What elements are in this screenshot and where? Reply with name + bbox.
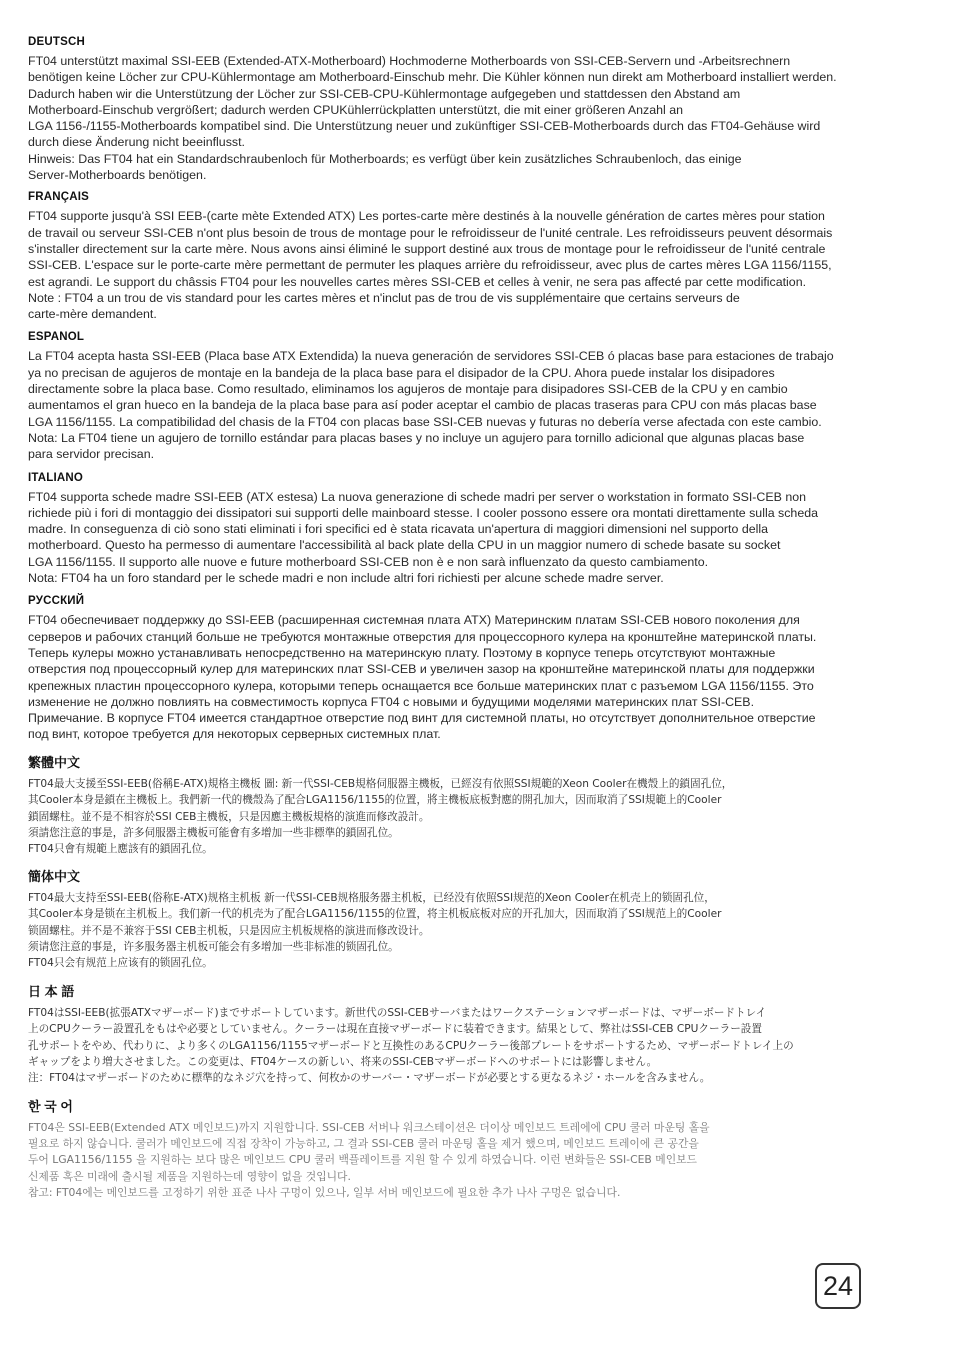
text-line: para servidor precisan.	[28, 447, 155, 462]
text-line: серверов и рабочих станций больше не требуются монтажные отверстия для процессорного кулера на кронштейне материнской платы.	[28, 629, 817, 644]
page-number-box: 24	[815, 1263, 861, 1309]
text-line: LGA 1156/1155. Il supporto alle nuove e future motherboard SSI-CEB non è e non sarà influenzato da questo cambiamento.	[28, 554, 709, 569]
text-line: 필요로 하지 않습니다. 쿨러가 메인보드에 직접 장착이 가능하고, 그 결과 SSI-CEB 쿨러 마운팅 홀을 제거 했으며, 메인보드 트레이에 큰 공간을	[28, 1137, 699, 1151]
section-body	[28, 612, 920, 742]
text-line: Nota: La FT04 tiene un agujero de tornillo estándar para placas bases y no incluye un agujero para tornillo adicional que algunas placas base	[28, 430, 805, 445]
text-line: aumentamos el gran hueco en la bandeja de la placa base para así poder aceptar el cambio de placas traseras para CPU con más placas base	[28, 398, 817, 413]
text-line: de travail ou serveur SSI-CEB n'ont plus besoin de trous de montage pour le refroidisseur de l'unité centrale. Les refroidisseurs peuvent désormais	[28, 225, 833, 240]
text-line: изменение не должно повлиять на совместимость корпуса FT04 с новыми и будущими моделями материнских плат SSI-CEB.	[28, 694, 755, 709]
section-heading: РУССКИЙ	[28, 595, 85, 608]
text-line: Note : FT04 a un trou de vis standard pour les cartes mères et n'inclut pas de trou de vis supplémentaire que certains serveurs de	[28, 290, 740, 305]
text-line: richiede più i fori di montaggio dei dissipatori sui supporti delle mainboard stesse. I cooler possono essere ora montati direttamente sulla scheda	[28, 505, 818, 520]
section-traditional-chinese	[28, 752, 920, 858]
text-line: Motherboard-Einschub vergrößert; dadurch werden CPUKühlerrückplatten unterstützt, die mit einer größeren Anzahl an	[28, 102, 683, 117]
section-body	[28, 489, 920, 587]
text-line: Теперь кулеры можно устанавливать непосредственно на материнскую плату. Поэтому в корпусе теперь отсутствуют монтажные	[28, 645, 776, 660]
text-line: LGA 1156-/1155-Motherboards kompatibel sind. Die Unterstützung neuer und zukünftiger SSI-CEB-Motherboards durch das FT04-Gehäuse wird	[28, 119, 821, 134]
section-heading: ITALIANO	[28, 471, 84, 484]
text-line: 其Cooler本身是鎖在主機板上。我們新一代的機殼為了配合LGA1156/1155的位置，將主機板底板對應的開孔加大，因而取消了SSI規範上的Cooler	[28, 794, 722, 807]
text-line: FT04最大支援至SSI-EEB(俗稱E-ATX)規格主機板 圖: 新一代SSI-CEB規格伺服器主機板，已經沒有依照SSI規範的Xeon Cooler在機殼上的鎖固孔位，	[28, 777, 733, 790]
text-line: 须请您注意的事是，许多服务器主机板可能会有多增加一些非标准的锁固孔位。	[28, 940, 399, 953]
section-japanese	[28, 981, 920, 1087]
text-line: FT04最大支持至SSI-EEB(俗称E-ATX)规格主机板 新一代SSI-CEB规格服务器主机板，已经没有依照SSI规范的Xeon Cooler在机壳上的锁固孔位，	[28, 891, 715, 904]
text-line: ギャップをより増大させました。この変更は、FT04ケースの新しい、将来のSSI-CEBマザーボードへのサポートには影響しません。	[28, 1055, 658, 1068]
section-heading: 한 국 어	[28, 1098, 73, 1114]
section-body	[28, 890, 920, 972]
text-line: carte-mère demandent.	[28, 307, 157, 322]
text-line: Dadurch haben wir die Unterstützung der Löcher zur SSI-CEB-CPU-Kühlermontage aufgegeben und stattdessen den Abstand am	[28, 86, 741, 101]
section-heading: FRANÇAIS	[28, 191, 90, 204]
section-body	[28, 776, 920, 858]
text-line: Server-Motherboards benötigen.	[28, 168, 207, 183]
section-body	[28, 1120, 920, 1201]
text-line: LGA 1156/1155. La compatibilidad del chasis de la FT04 con placas base SSI-CEB nuevas y futuras no debería verse afectada con este cambio.	[28, 414, 822, 429]
text-line: 須請您注意的事是，許多伺服器主機板可能會有多增加一些非標準的鎖固孔位。	[28, 826, 399, 839]
text-line: Nota: FT04 ha un foro standard per le schede madri e non include altri fori richiesti per alcune schede madre server.	[28, 571, 664, 586]
text-line: madre. In conseguenza di ciò sono stati eliminati i fori specifici ed è stata ricavata un'apertura di maggiori dimensioni nel supporto della	[28, 522, 769, 537]
section-body	[28, 208, 920, 322]
section-heading: 簡体中文	[28, 868, 81, 884]
text-line: 두어 LGA1156/1155 을 지원하는 보다 많은 메인보드 CPU 쿨러 백플레이트를 지원 할 수 있게 하였습니다. 이런 변화들은 SSI-CEB 메인보드	[28, 1153, 697, 1167]
section-simplified-chinese	[28, 866, 920, 972]
section-deutsch	[28, 36, 920, 183]
text-line: ya no precisan de agujeros de montaje en la bandeja de la placa base para el disipador de la CPU. Ahora puede instalar los disipadores	[28, 365, 775, 380]
section-korean	[28, 1096, 920, 1201]
text-line: FT04只会有规范上应该有的锁固孔位。	[28, 957, 213, 970]
text-line: 참고: FT04에는 메인보드를 고정하기 위한 표준 나사 구멍이 있으나, 일부 서버 메인보드에 필요한 추가 나사 구멍은 없습니다.	[28, 1185, 621, 1199]
section-italiano	[28, 472, 920, 587]
section-francais	[28, 191, 920, 322]
section-heading: 日 本 語	[28, 983, 75, 999]
text-line: FT04 обеспечивает поддержку до SSI-EEB (расширенная системная плата ATX) Материнским платам SSI-CEB нового поколения для	[28, 613, 800, 628]
document-page	[28, 36, 920, 1201]
text-line: FT04 supporta schede madre SSI-EEB (ATX estesa) La nuova generazione di schede madri per server o workstation in formato SSI-CEB non	[28, 489, 807, 504]
text-line: под винт, которое требуется для некоторых серверных системных плат.	[28, 727, 441, 742]
text-line: s'installer directement sur la carte mère. Nous avons ainsi éliminé le support destiné aux trous de montage pour le refroidisseur de l'unité centrale	[28, 241, 826, 256]
section-heading: ESPANOL	[28, 331, 85, 344]
text-line: FT04은 SSI-EEB(Extended ATX 메인보드)까지 지원합니다. SSI-CEB 서버나 워크스테이션은 더이상 메인보드 트레에에 CPU 쿨러 마운팅 홀을	[28, 1120, 710, 1134]
text-line: SSI-CEB. L'espace sur le porte-carte mère permettant de permuter les plaques arrière du refroidisseur, avec plus de cartes mères LGA 1156/1155,	[28, 258, 832, 273]
text-line: Hinweis: Das FT04 hat ein Standardschraubenloch für Motherboards; es verfügt über kein zusätzliches Schraubenloch, das einige	[28, 151, 742, 166]
text-line: 鎖固螺柱。並不是不相容於SSI CEB主機板，只是因應主機板規格的演進而修改設計。	[28, 810, 430, 823]
text-line: Примечание. В корпусе FT04 имеется стандартное отверстие под винт для системной платы, но отсутствует дополнительное отверстие	[28, 711, 816, 726]
text-line: 신제품 혹은 미래에 출시될 제품을 지원하는데 영향이 없을 것입니다.	[28, 1169, 351, 1183]
section-body	[28, 1005, 920, 1087]
section-heading: 繁體中文	[28, 754, 81, 770]
section-russian	[28, 595, 920, 742]
text-line: benötigen keine Löcher zur CPU-Kühlermontage am Motherboard-Einschub mehr. Die Kühler können nun direkt am Motherboard installiert werden.	[28, 70, 837, 85]
text-line: directamente sobre la placa base. Como resultado, eliminamos los agujeros de montaje para disipadores SSI-CEB de la CPU y en cambio	[28, 382, 788, 397]
section-espanol	[28, 331, 920, 462]
text-line: motherboard. Questo ha permesso di aumentare l'accessibilità al back plate della CPU in un maggior numero di schede basate su socket	[28, 538, 781, 553]
text-line: 锁固螺柱。并不是不兼容于SSI CEB主机板，只是因应主机板规格的演进而修改设计。	[28, 924, 430, 937]
text-line: 注：FT04はマザーボードのために標準的なネジ穴を持って、何枚かのサーバー・マザーボードが必要とする更なるネジ・ホールを含みません。	[28, 1072, 711, 1085]
text-line: FT04はSSI-EEB(拡張ATXマザーボード)までサポートしています。新世代のSSI-CEBサーバまたはワークステーションマザーボードは、マザーボードトレイ	[28, 1006, 767, 1019]
text-line: крепежных пластин процессорного кулера, которыми теперь оснащается все больше материнских плат с разъемом LGA 1156/1155. Это	[28, 678, 814, 693]
text-line: 其Cooler本身是锁在主机板上。我们新一代的机壳为了配合LGA1156/1155的位置，将主机板底板对应的开孔加大，因而取消了SSI规范上的Cooler	[28, 908, 722, 921]
section-body	[28, 53, 920, 183]
text-line: est agrandi. Le support du châssis FT04 pour les nouvelles cartes mères SSI-CEB et celles à venir, ne sera pas affecté par cette modification.	[28, 274, 807, 289]
text-line: FT04 supporte jusqu'à SSI EEB-(carte mète Extended ATX) Les portes-carte mère destinés à la nouvelle génération de cartes mères pour station	[28, 209, 825, 224]
section-heading: DEUTSCH	[28, 36, 85, 48]
text-line: 上のCPUクーラー設置孔をもはや必要としていません。クーラーは現在直接マザーボードに装着できます。結果として、弊社はSSI-CEB CPUクーラー設置	[28, 1023, 762, 1036]
text-line: FT04只會有規範上應該有的鎖固孔位。	[28, 843, 213, 856]
text-line: 孔サポートをやめ、代わりに、より多くのLGA1156/1155マザーボードと互換性のあるCPUクーラー後部プレートをサポートするため、マザーボードトレイ上の	[28, 1039, 794, 1052]
section-body	[28, 348, 920, 462]
text-line: отверстия под процессорный кулер для материнских плат SSI-CEB и увеличен зазор на кронштейне материнской платы для поддержки	[28, 662, 815, 677]
text-line: durch diese Änderung nicht beeinflusst.	[28, 135, 245, 150]
text-line: La FT04 acepta hasta SSI-EEB (Placa base ATX Extendida) la nueva generación de servidores SSI-CEB ó placas base para estaciones de trabajo	[28, 349, 834, 364]
text-line: FT04 unterstützt maximal SSI-EEB (Extended-ATX-Motherboard) Hochmoderne Motherboards von SSI-CEB-Servern und -Arbeitsrechnern	[28, 54, 791, 68]
